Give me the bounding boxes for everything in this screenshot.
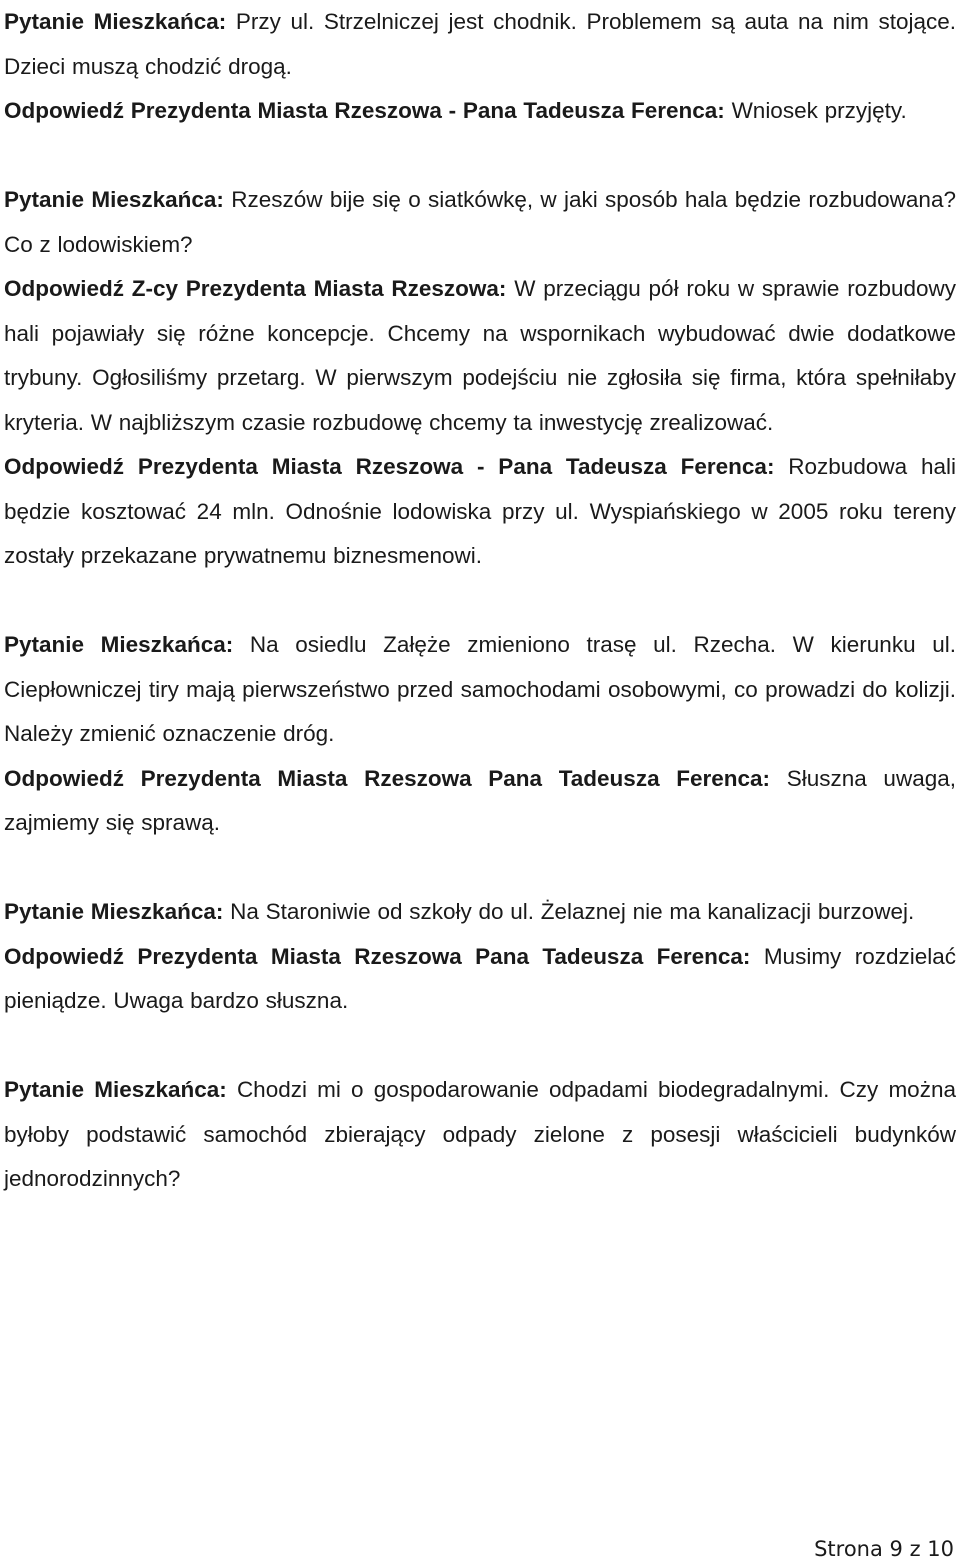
answer-label: Odpowiedź Prezydenta Miasta Rzeszowa - Pana Tadeusza Ferenca: bbox=[4, 454, 775, 479]
question-label: Pytanie Mieszkańca: bbox=[4, 1077, 227, 1102]
answer-paragraph bbox=[4, 445, 956, 579]
question-paragraph bbox=[4, 1068, 956, 1202]
question-text: Na Staroniwie od szkoły do ul. Żelaznej nie ma kanalizacji burzowej. bbox=[230, 899, 915, 924]
answer-paragraph bbox=[4, 89, 956, 134]
question-paragraph bbox=[4, 890, 956, 935]
page-number: Strona 9 z 10 bbox=[814, 1537, 954, 1561]
question-label: Pytanie Mieszkańca: bbox=[4, 187, 224, 212]
answer-label: Odpowiedź Prezydenta Miasta Rzeszowa Pana Tadeusza Ferenca: bbox=[4, 943, 751, 969]
answer-text: Wniosek przyjęty. bbox=[731, 98, 907, 123]
question-label: Pytanie Mieszkańca: bbox=[4, 899, 224, 924]
answer-label: Odpowiedź Prezydenta Miasta Rzeszowa Pana Tadeusza Ferenca: bbox=[4, 765, 771, 791]
question-text: Rzeszów bije się o siatkówkę, w jaki sposób hala będzie rozbudowana? Co z lodowiskiem? bbox=[4, 187, 956, 257]
answer-text: Musimy rozdzielać pieniądze. Uwaga bardzo słuszna. bbox=[4, 943, 956, 1013]
question-text: Przy ul. Strzelniczej jest chodnik. Problemem są auta na nim stojące. Dzieci muszą chodzić drogą. bbox=[4, 9, 956, 79]
answer-paragraph bbox=[4, 757, 956, 846]
answer-paragraph bbox=[4, 267, 956, 445]
question-label: Pytanie Mieszkańca: bbox=[4, 9, 227, 34]
answer-text: W przeciągu pół roku w sprawie rozbudowy hali pojawiały się różne koncepcje. Chcemy na wspornikach wybudować dwie dodatkowe trybuny. Ogłosiliśmy przetarg. W pierwszym podejściu nie zgłosiła się firma, która spełniłaby kryteria. W najbliższym czasie rozbudowę chcemy ta inwestycję zrealizować. bbox=[4, 276, 956, 435]
question-text: Chodzi mi o gospodarowanie odpadami biodegradalnymi. Czy można byłoby podstawić samochód zbierający odpady zielone z posesji właścicieli budynków jednorodzinnych? bbox=[4, 1077, 956, 1191]
question-paragraph bbox=[4, 178, 956, 267]
document-page bbox=[4, 0, 956, 1202]
answer-label: Odpowiedź Prezydenta Miasta Rzeszowa - Pana Tadeusza Ferenca: bbox=[4, 98, 725, 123]
question-label: Pytanie Mieszkańca: bbox=[4, 632, 234, 657]
answer-text: Rozbudowa hali będzie kosztować 24 mln. Odnośnie lodowiska przy ul. Wyspiańskiego w 2005 roku tereny zostały przekazane prywatnemu biznesmenowi. bbox=[4, 454, 956, 568]
answer-paragraph bbox=[4, 935, 956, 1024]
question-paragraph bbox=[4, 623, 956, 757]
question-paragraph bbox=[4, 0, 956, 89]
answer-label: Odpowiedź Z-cy Prezydenta Miasta Rzeszowa: bbox=[4, 276, 507, 301]
answer-text: Słuszna uwaga, zajmiemy się sprawą. bbox=[4, 765, 956, 835]
question-text: Na osiedlu Załęże zmieniono trasę ul. Rzecha. W kierunku ul. Ciepłowniczej tiry mają pierwszeństwo przed samochodami osobowymi, co prowadzi do kolizji. Należy zmienić oznaczenie dróg. bbox=[4, 632, 956, 746]
